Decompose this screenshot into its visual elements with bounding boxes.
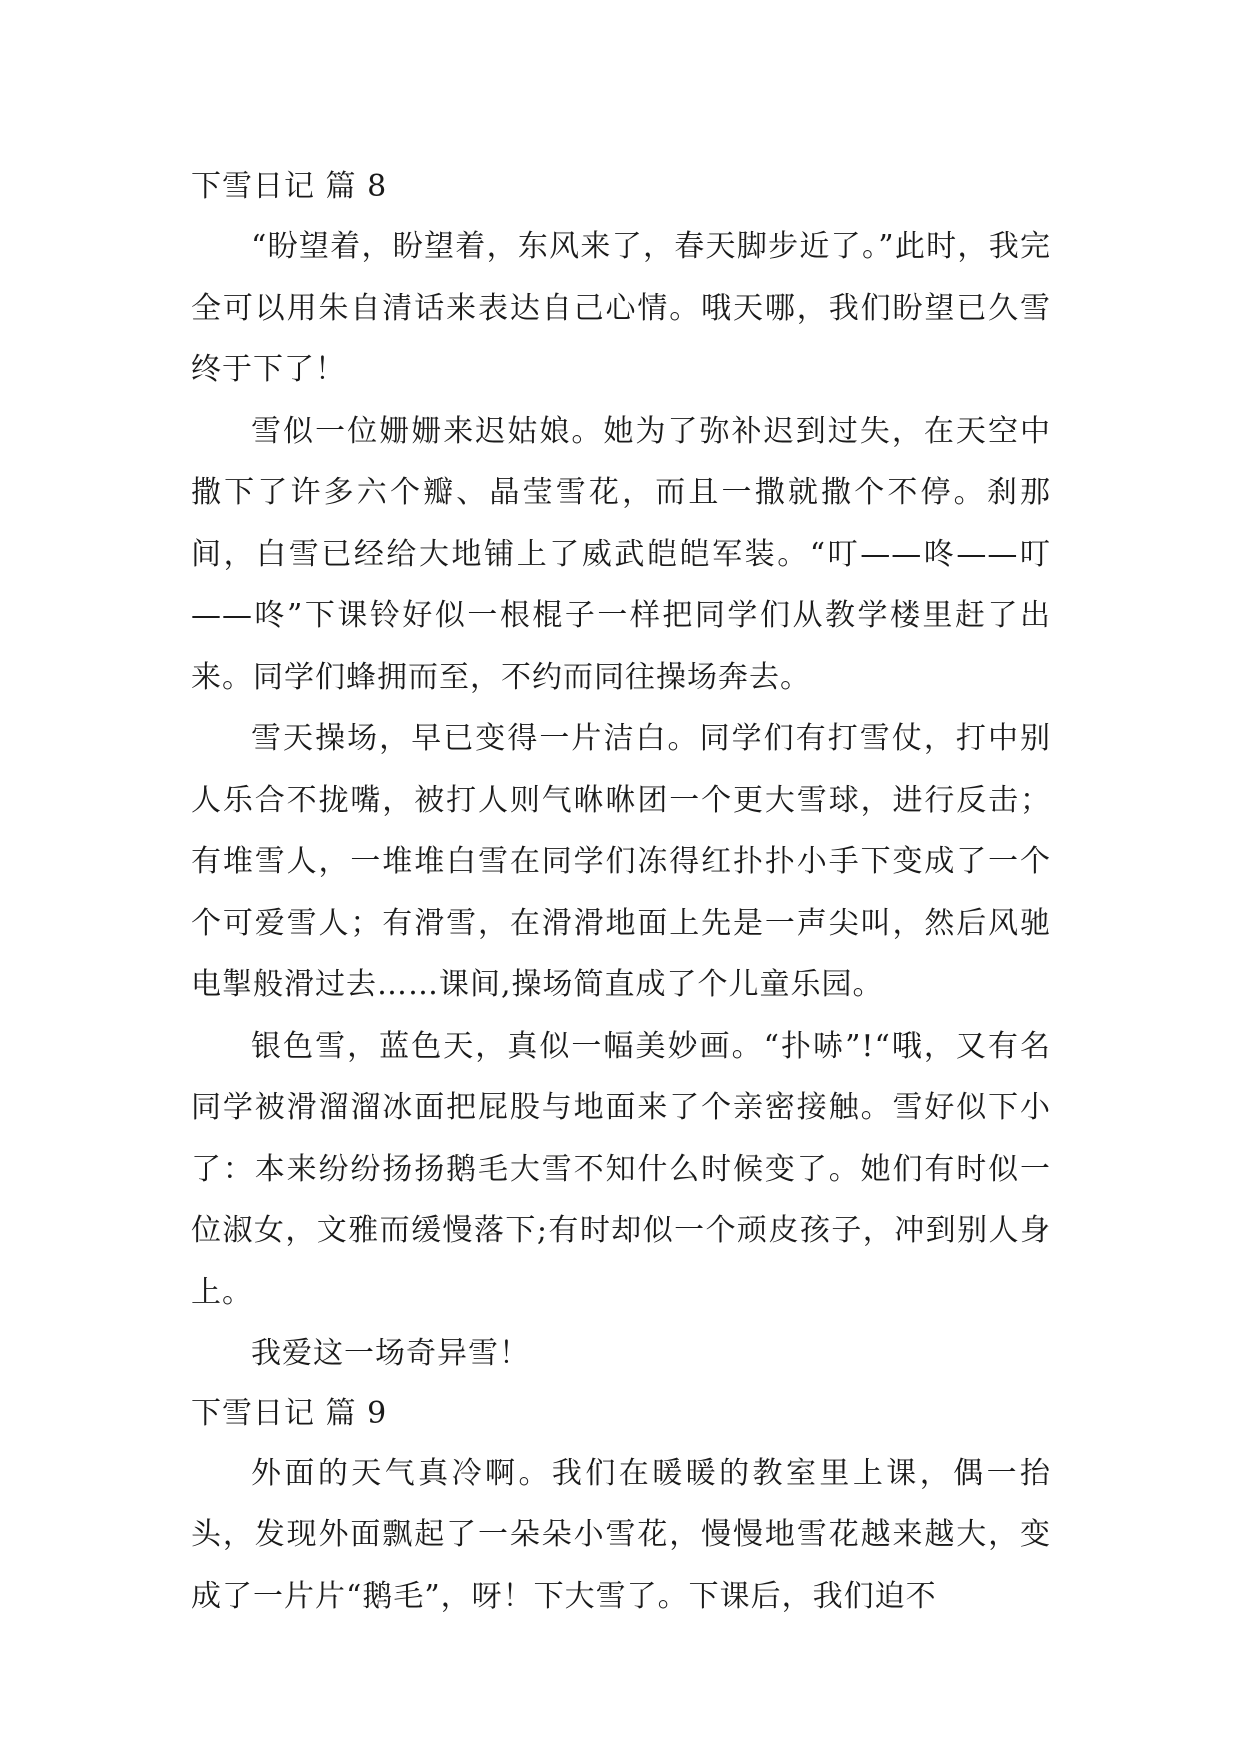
- section-heading: 下雪日记 篇 9: [191, 1395, 388, 1431]
- paragraph: “盼望着，盼望着，东风来了，春天脚步近了。”此时，我完全可以用朱自清话来表达自己心情。哦天哪，我们盼望已久雪终于下了！: [191, 229, 1051, 387]
- paragraph: 雪天操场，早已变得一片洁白。同学们有打雪仗，打中别人乐合不拢嘴，被打人则气咻咻团一个更大雪球，进行反击；有堆雪人，一堆堆白雪在同学们冻得红扑扑小手下变成了一个个可爱雪人；有滑雪，在滑滑地面上先是一声尖叫，然后风驰电掣般滑过去……课间,操场简直成了个儿童乐园。: [191, 721, 1051, 1002]
- paragraph: 外面的天气真冷啊。我们在暖暖的教室里上课，偶一抬头，发现外面飘起了一朵朵小雪花，慢慢地雪花越来越大，变成了一片片“鹅毛”，呀！下大雪了。下课后，我们迫不: [191, 1455, 1051, 1614]
- paragraph: 雪似一位姗姗来迟姑娘。她为了弥补迟到过失，在天空中撒下了许多六个瓣、晶莹雪花，而且一撒就撒个不停。刹那间，白雪已经给大地铺上了威武皑皑军装。“叮——咚——叮——咚”下课铃好似一根棍子一样把同学们从教学楼里赶了出来。同学们蜂拥而至，不约而同往操场奔去。: [191, 413, 1051, 695]
- section-heading: 下雪日记 篇 8: [191, 169, 388, 204]
- paragraph: 我爱这一场奇异雪！: [251, 1336, 530, 1371]
- document-body: [191, 158, 1051, 1627]
- paragraph: 银色雪，蓝色天，真似一幅美妙画。“扑哧”!“哦，又有名同学被滑溜溜冰面把屁股与地面来了个亲密接触。雪好似下小了：本来纷纷扬扬鹅毛大雪不知什么时候变了。她们有时似一位淑女，文雅而缓慢落下;有时却似一个顽皮孩子，冲到别人身上。: [191, 1028, 1051, 1310]
